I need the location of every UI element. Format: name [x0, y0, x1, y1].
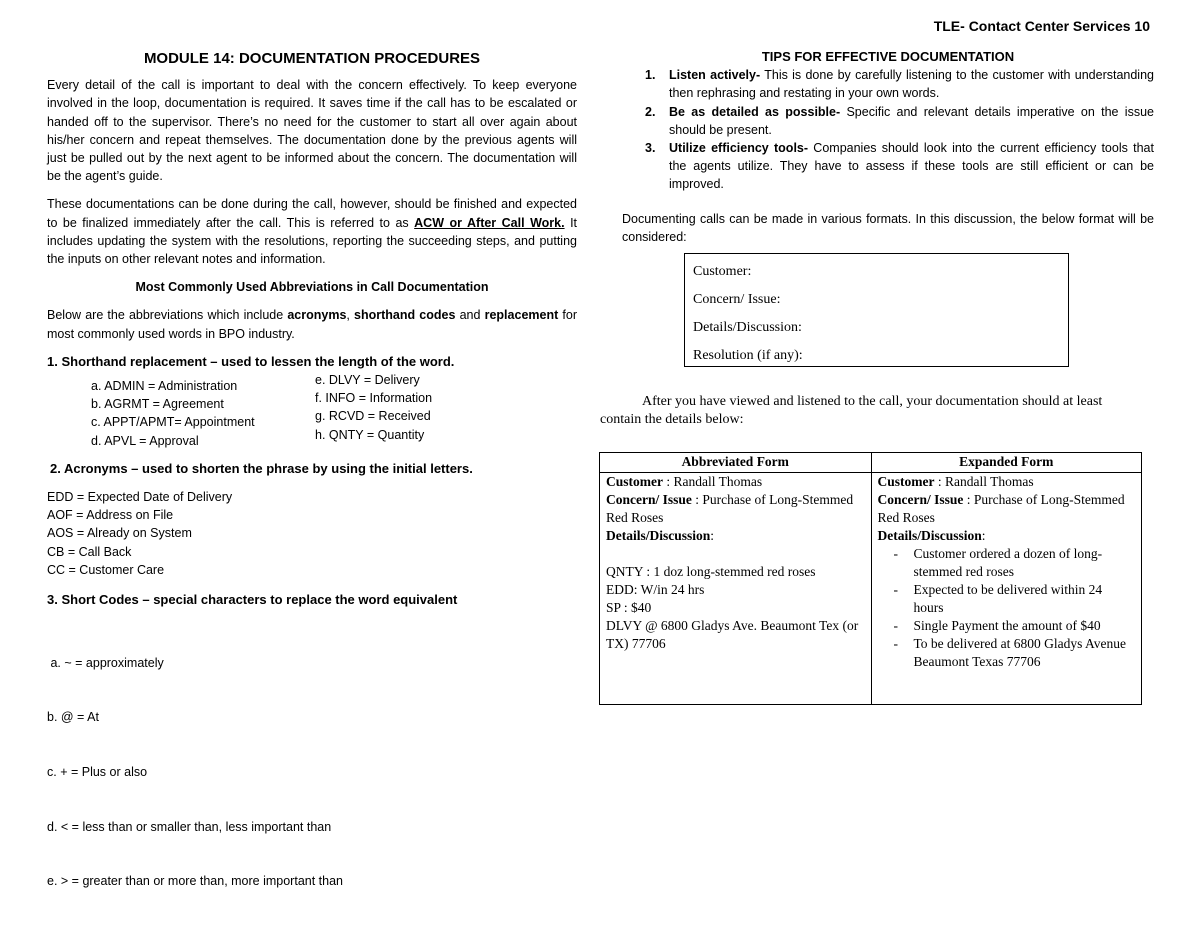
- expanded-body: [872, 473, 1142, 671]
- documentation-table: [599, 452, 1142, 705]
- tip-body: [669, 139, 1154, 194]
- list-item: EDD: W/in 24 hrs: [606, 582, 705, 597]
- list-item: [878, 545, 1136, 581]
- row-value: : Randall Thomas: [663, 474, 763, 489]
- tip-item: [622, 66, 1154, 102]
- details-row: [878, 527, 1136, 545]
- row-label: Details/Discussion: [877, 528, 982, 543]
- row-label: Concern/ Issue: [877, 492, 964, 507]
- tip-body: [669, 103, 1154, 139]
- expanded-list: [878, 545, 1136, 671]
- section-shorthand-heading: 1. Shorthand replacement – used to lessen the length of the word.: [47, 353, 455, 369]
- format-line: Concern/ Issue:: [693, 292, 781, 307]
- intro-paragraph: Every detail of the call is important to deal with the concern effectively. To keep everyone involved in the loop, documentation is required. It saves time if the call has to be escalated or handed off to the supervisor. There’s no need for the customer to start all over again about his/her concern and repeat themselves. The documentation done by the previous agents will just be pulled out by the next agent to be informed about the concern. The documentation will be the agent’s guide.: [47, 78, 577, 184]
- shorthand-col-1: [91, 377, 315, 450]
- abbreviated-body: [600, 473, 871, 653]
- row-colon: :: [710, 528, 715, 543]
- row-value: : Purchase of Long-Stemmed Red Roses: [606, 492, 854, 525]
- tip-label: Listen actively-: [669, 68, 761, 83]
- list-item: a. ADMIN = Administration: [91, 379, 238, 394]
- row-label: Concern/ Issue: [606, 492, 692, 507]
- acw-term: ACW or After Call Work.: [414, 215, 565, 230]
- list-item: DLVY @ 6800 Gladys Ave. Beaumont Tex (or TX) 77706: [606, 618, 859, 651]
- list-item: d. APVL = Approval: [91, 433, 199, 448]
- tip-number: 2.: [645, 104, 656, 119]
- dash-marker: -: [893, 618, 898, 633]
- format-line: Details/Discussion:: [693, 320, 802, 335]
- intro-text-b: for most commonly used words in BPO industry.: [47, 308, 578, 341]
- list-item: CB = Call Back: [47, 544, 132, 559]
- list-item: [878, 617, 1136, 635]
- course-header: TLE- Contact Center Services 10: [933, 18, 1150, 34]
- intro-replacement: replacement: [484, 308, 559, 323]
- acronyms-list: [47, 488, 577, 579]
- customer-row: [606, 473, 865, 491]
- intro-sep: ,: [346, 308, 355, 323]
- intro-acronyms: acronyms: [287, 308, 347, 323]
- row-label: Details/Discussion: [606, 528, 711, 543]
- list-item: c. + = Plus or also: [47, 764, 148, 779]
- list-item: [878, 581, 1136, 617]
- concern-row: [878, 491, 1136, 527]
- formats-paragraph: Documenting calls can be made in various formats. In this discussion, the below format will be considered:: [622, 211, 1154, 244]
- item-text: To be delivered at 6800 Gladys Avenue Beaumont Texas 77706: [913, 636, 1126, 669]
- intro-text-a: Below are the abbreviations which include: [47, 308, 288, 323]
- customer-row: [878, 473, 1136, 491]
- row-value: : Randall Thomas: [934, 474, 1034, 489]
- list-item: b. AGRMT = Agreement: [91, 397, 224, 412]
- column-header: Expanded Form: [872, 453, 1142, 473]
- acw-text-b: It includes updating the system with the resolutions, reporting the succeeding steps, and putting the inputs on other relevant notes and information.: [47, 215, 578, 267]
- abbreviations-heading: Most Commonly Used Abbreviations in Call Documentation: [135, 280, 489, 295]
- acw-paragraph: [47, 195, 577, 268]
- list-item: b. @ = At: [47, 710, 99, 725]
- tip-item: [622, 103, 1154, 139]
- item-text: Customer ordered a dozen of long-stemmed red roses: [913, 546, 1103, 579]
- list-item: CC = Customer Care: [47, 562, 165, 577]
- tips-list: [622, 66, 1154, 193]
- intro-shorthand: shorthand codes: [354, 308, 456, 323]
- format-line: Resolution (if any):: [693, 348, 803, 363]
- row-label: Customer: [606, 474, 663, 489]
- tips-title: TIPS FOR EFFECTIVE DOCUMENTATION: [761, 49, 1015, 64]
- list-item: QNTY : 1 doz long-stemmed red roses: [606, 564, 816, 579]
- intro-and: and: [455, 308, 485, 323]
- list-item: [878, 635, 1136, 671]
- row-value: : Purchase of Long-Stemmed Red Roses: [877, 492, 1125, 525]
- tip-number: 3.: [645, 141, 656, 156]
- right-column: [622, 48, 1154, 256]
- acw-text-a: These documentations can be done during the call, however, should be finished and expected to be finalized immediately after the call. This is referred to as: [47, 197, 577, 230]
- item-text: Expected to be delivered within 24 hours: [913, 582, 1103, 615]
- codes-list: [47, 617, 577, 926]
- tip-number: 1.: [645, 68, 656, 83]
- list-item: h. QNTY = Quantity: [315, 427, 425, 442]
- expanded-column: [871, 453, 1142, 704]
- list-item: e. > = greater than or more than, more important than: [47, 874, 343, 889]
- list-item: d. < = less than or smaller than, less important than: [47, 819, 332, 834]
- list-item: f. INFO = Information: [315, 391, 433, 406]
- shorthand-col-2: [315, 371, 539, 450]
- list-item: a. ~ = approximately: [47, 655, 164, 670]
- left-column: [47, 48, 577, 927]
- tip-label: Be as detailed as possible-: [669, 104, 841, 119]
- shorthand-list: [91, 373, 577, 450]
- item-text: Single Payment the amount of $40: [913, 618, 1101, 633]
- row-label: Customer: [877, 474, 935, 489]
- list-item: g. RCVD = Received: [315, 409, 431, 424]
- details-row: [606, 527, 865, 545]
- section-codes-heading: 3. Short Codes – special characters to replace the word equivalent: [47, 592, 458, 608]
- after-call-paragraph: [600, 393, 1140, 429]
- list-item: e. DLVY = Delivery: [315, 373, 420, 388]
- section-acronyms-heading: 2. Acronyms – used to shorten the phrase by using the initial letters.: [50, 460, 473, 476]
- concern-row: [606, 491, 865, 527]
- tip-item: [622, 139, 1154, 194]
- list-item: EDD = Expected Date of Delivery: [47, 490, 233, 505]
- dash-marker: -: [893, 546, 898, 561]
- column-header: Abbreviated Form: [600, 453, 871, 473]
- tip-body: [669, 66, 1154, 102]
- tip-label: Utilize efficiency tools-: [669, 141, 809, 156]
- format-line: Customer:: [693, 264, 752, 279]
- list-item: c. APPT/APMT= Appointment: [91, 415, 255, 430]
- documentation-format-box: [684, 253, 1069, 367]
- tip-text: This is done by carefully listening to the customer with understanding then rephrasing and restating in your own words.: [669, 68, 1154, 101]
- dash-marker: -: [893, 582, 898, 597]
- list-item: AOF = Address on File: [47, 508, 174, 523]
- abbreviated-column: [600, 453, 871, 704]
- abbreviations-intro: [47, 306, 577, 342]
- module-title: MODULE 14: DOCUMENTATION PROCEDURES: [143, 50, 481, 67]
- row-colon: :: [981, 528, 986, 543]
- dash-marker: -: [893, 636, 898, 651]
- list-item: AOS = Already on System: [47, 526, 192, 541]
- tip-text: Specific and relevant details imperative on the issue should be present.: [669, 104, 1154, 137]
- list-item: SP : $40: [606, 600, 652, 615]
- tip-text: Companies should look into the current efficiency tools that the agents utilize. They have to assess if these tools are still efficient or can be improved.: [669, 141, 1154, 192]
- after-call-text: After you have viewed and listened to the call, your documentation should at least contain the details below:: [600, 394, 1103, 427]
